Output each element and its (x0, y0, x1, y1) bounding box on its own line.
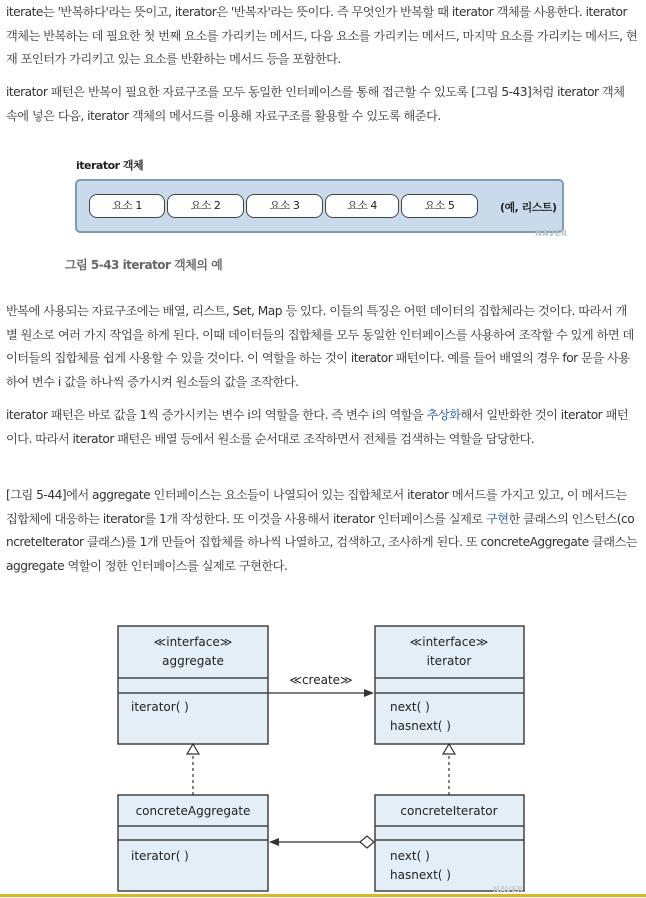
concrete-iterator-method-hasnext: hasnext( ) (390, 868, 451, 882)
iterator-class-box (375, 626, 524, 744)
naver-watermark: NAVER (535, 229, 568, 238)
realization-arrow-aggregate (187, 744, 199, 795)
concrete-aggregate-class-box (118, 795, 268, 891)
concrete-iterator-class-box (375, 795, 524, 891)
list-example-label: (예, 리스트) (500, 201, 557, 214)
paragraph-iterator-pattern-intro: iterator 패턴은 반복이 필요한 자료구조를 모두 동일한 인터페이스를 통해 접근할 수 있도록 [그림 5-43]처럼 iterator 객체 속에 넣은 다음, iterator 객체의 메서드를 이용해 자료구조를 활용할 수 있도록 해준다. (6, 85, 625, 123)
aggregate-method-iterator: iterator( ) (131, 700, 189, 714)
element-box-2: 요소 2 (167, 194, 244, 218)
concrete-iterator-method-next: next( ) (390, 849, 430, 863)
realization-arrow-iterator (443, 744, 455, 795)
iterator-method-hasnext: hasnext( ) (390, 719, 451, 733)
iterator-name: iterator (426, 654, 472, 668)
iterator-method-next: next( ) (390, 700, 430, 714)
footer-divider (0, 894, 646, 897)
concrete-iterator-name: concreteIterator (400, 804, 498, 818)
naver-watermark-uml: NAVER (492, 885, 524, 894)
link-implementation[interactable]: 구현 (485, 511, 509, 526)
aggregate-name: aggregate (162, 654, 224, 668)
iterator-stereotype: ≪interface≫ (409, 635, 489, 649)
create-label: ≪create≫ (289, 673, 353, 687)
paragraph-iterate-definition: iterate는 '반복하다'라는 뜻이고, iterator은 '반복자'라는 뜻이다. 즉 무엇인가 반복할 때 iterator 객체를 사용한다. iterator 객체는 반복하는 데 필요한 첫 번째 요소를 가리키는 메서드, 다음 요소를 가리키는 메서드, 마지막 요소를 가리키는 메서드, 현재 포인터가 가리키고 있는 요소를 반환하는 메서드 등을 포함한다. (6, 5, 638, 66)
aggregate-class-box (118, 626, 268, 744)
element-box-5: 요소 5 (401, 194, 478, 218)
create-dependency-arrow (268, 673, 374, 697)
paragraph-iterator-role: iterator 패턴은 바로 값을 1씩 증가시키는 변수 i의 역할을 한다. 즉 변수 i의 역할을 추상화해서 일반화한 것이 iterator 패턴이다. 따라서 iterator 패턴은 배열 등에서 원소를 순서대로 조작하면서 전체를 검색하는 역할을 담당한다. (6, 408, 629, 446)
figure-iterator-object-label: iterator 객체 (76, 159, 144, 172)
paragraph-data-structures: 반복에 사용되는 자료구조에는 배열, 리스트, Set, Map 등 있다. 이들의 특징은 어떤 데이터의 집합체라는 것이다. 따라서 개별 원소로 여러 가지 작업을 하게 된다. 이때 데이터들의 집합체를 모두 동일한 인터페이스를 사용하여 조작할 수 있게 하면 데이터들의 집합체를 쉽게 사용할 수 있을 것이다. 이 역할을 하는 것이 iterator 패턴이다. 예를 들어 배열의 경우 for 문을 사용하여 변수 i 값을 하나씩 증가시켜 원소들의 값을 조작한다. (6, 304, 634, 389)
element-box-3: 요소 3 (246, 194, 323, 218)
element-box-1: 요소 1 (89, 194, 165, 218)
link-abstraction[interactable]: 추상화 (426, 408, 461, 422)
aggregate-stereotype: ≪interface≫ (153, 635, 233, 649)
aggregation-arrow (269, 836, 374, 848)
concrete-aggregate-method-iterator: iterator( ) (131, 849, 189, 863)
figure-5-43-caption: 그림 5-43 iterator 객체의 예 (65, 258, 223, 272)
element-box-4: 요소 4 (325, 194, 399, 218)
paragraph-aggregate-description: [그림 5-44]에서 aggregate 인터페이스는 요소들이 나열되어 있는 집합체로서 iterator 메서드를 가지고 있고, 이 메서드는 집합체에 대응하는 iterator를 1개 작성한다. 또 이것을 사용해서 iterator 인터페이스를 실제로 구현한 클래스의 인스턴스(concreteIterator 클래스)를 1개 만들어 집합체를 하나씩 나열하고, 검색하고, 조사하게 된다. 또 concreteAggregate 클래스는 aggregate 역할이 정한 인터페이스를 실제로 구현한다. (6, 488, 638, 573)
concrete-aggregate-name: concreteAggregate (135, 804, 251, 818)
